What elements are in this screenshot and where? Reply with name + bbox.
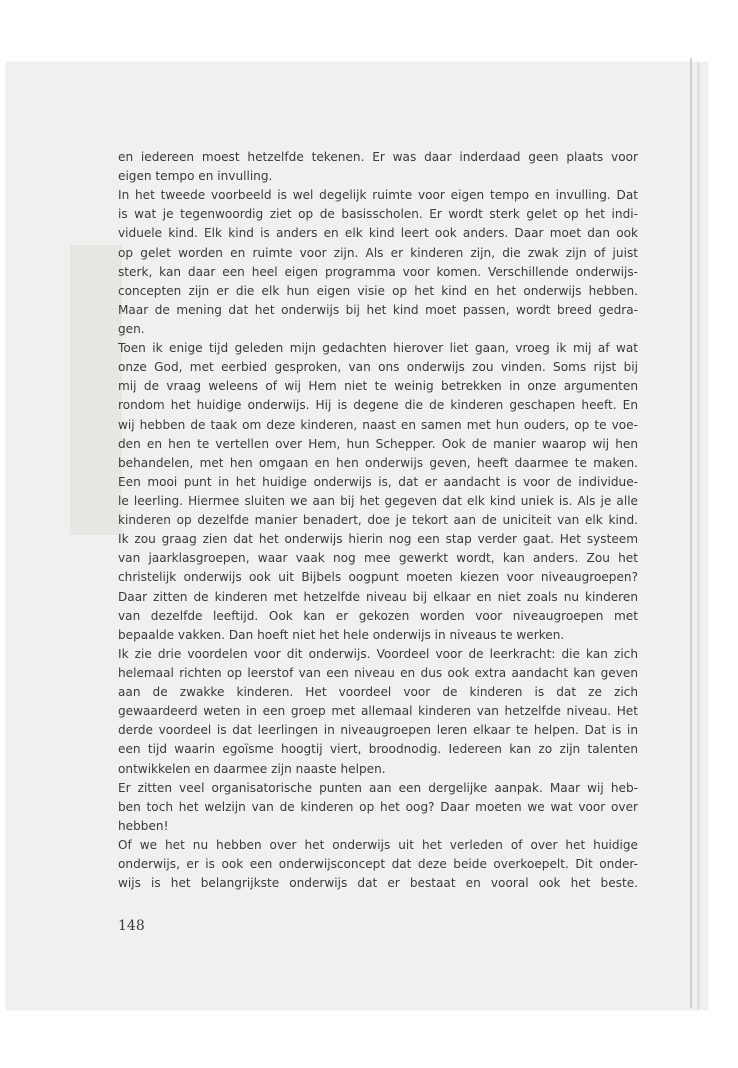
- text-line: rondom het huidige onderwijs. Hij is degene die de kinderen geschapen heeft. En: [118, 398, 638, 413]
- text-line: eigen tempo en invulling.: [118, 169, 273, 184]
- text-line: hebben!: [118, 818, 169, 833]
- text-line: en iedereen moest hetzelfde tekenen. Er was daar inderdaad geen plaats voor: [118, 150, 638, 164]
- text-line: van dezelfde leeftijd. Ook kan er gekozen worden voor niveaugroepen met: [118, 608, 638, 623]
- text-line: aan de zwakke kinderen. Het voordeel voor de kinderen is dat ze zich: [118, 685, 638, 700]
- text-line: is wat je tegenwoordig ziet op de basisscholen. Er wordt sterk gelet op het indi-: [118, 207, 638, 222]
- text-line: wijs is het belangrijkste onderwijs dat er bestaat en vooral ook het beste.: [118, 876, 638, 891]
- text-line: Maar de mening dat het onderwijs bij het kind moet passen, wordt breed gedra-: [118, 302, 638, 317]
- text-line: concepten zijn er die elk hun eigen visie op het kind en het onderwijs hebben.: [118, 283, 638, 298]
- show-through-shadow: [70, 245, 122, 535]
- text-line: bepaalde vakken. Dan hoeft niet het hele onderwijs in niveaus te werken.: [118, 627, 565, 642]
- text-line: viduele kind. Elk kind is anders en elk kind leert ook anders. Daar moet dan ook: [118, 226, 638, 241]
- page-number: 148: [118, 918, 145, 934]
- text-line: Ik zou graag zien dat het onderwijs hierin nog een stap verder gaat. Het systeem: [118, 532, 638, 547]
- text-line: behandelen, met hen omgaan en hen onderwijs geven, heeft daarmee te maken.: [118, 455, 638, 470]
- text-line: Of we het nu hebben over het onderwijs uit het verleden of over het huidige: [118, 837, 638, 852]
- text-line: ben toch het welzijn van de kinderen op het oog? Daar moeten we wat voor over: [118, 799, 638, 814]
- text-line: den en hen te vertellen over Hem, hun Schepper. Ook de manier waarop wij hen: [118, 436, 638, 451]
- page-edge-line: [690, 58, 692, 1008]
- text-line: Een mooi punt in het huidige onderwijs is, dat er aandacht is voor de individue-: [118, 474, 638, 489]
- text-line: In het tweede voorbeeld is wel degelijk ruimte voor eigen tempo en invulling. Dat: [118, 188, 638, 203]
- text-line: wij hebben de taak om deze kinderen, naast en samen met hun ouders, op te voe-: [118, 417, 638, 432]
- body-text: [118, 148, 638, 893]
- text-line: helemaal richten op leerstof van een niveau en dus ook extra aandacht kan geven: [118, 665, 638, 680]
- text-line: Er zitten veel organisatorische punten aan een dergelijke aanpak. Maar wij heb-: [118, 780, 638, 795]
- text-line: kinderen op dezelfde manier benadert, doe je tekort aan de uniciteit van elk kind.: [118, 513, 638, 528]
- text-line: gen.: [118, 321, 145, 336]
- page-edge-shadow: [697, 62, 700, 1010]
- text-line: sterk, kan daar een heel eigen programma voor komen. Verschillende onderwijs-: [118, 264, 638, 279]
- text-line: onderwijs, er is ook een onderwijsconcept dat deze beide overkoepelt. Dit onder-: [118, 857, 638, 872]
- text-line: Ik zie drie voordelen voor dit onderwijs. Voordeel voor de leerkracht: die kan zich: [118, 646, 638, 661]
- text-line: Toen ik enige tijd geleden mijn gedachten hierover liet gaan, vroeg ik mij af wat: [118, 341, 638, 356]
- text-line: ontwikkelen en daarmee zijn naaste helpen.: [118, 761, 386, 776]
- text-line: onze God, met eerbied gesproken, van ons onderwijs zou vinden. Soms rijst bij: [118, 360, 638, 375]
- text-line: mij de vraag weleens of wij Hem niet te weinig betrekken in onze argumenten: [118, 379, 638, 394]
- text-line: le leerling. Hiermee sluiten we aan bij het gegeven dat elk kind uniek is. Als je alle: [118, 493, 638, 508]
- text-line: gewaardeerd weten in een groep met allemaal kinderen van hetzelfde niveau. Het: [118, 704, 638, 719]
- text-line: een tijd waarin egoïsme hoogtij viert, broodnodig. Iedereen kan zo zijn talenten: [118, 742, 638, 757]
- text-line: Daar zitten de kinderen met hetzelfde niveau bij elkaar en niet zoals nu kinderen: [118, 589, 638, 604]
- text-line: derde voordeel is dat leerlingen in niveaugroepen leren elkaar te helpen. Dat is in: [118, 723, 638, 738]
- text-line: op gelet worden en ruimte voor zijn. Als er kinderen zijn, die zwak zijn of juist: [118, 245, 638, 260]
- text-line: christelijk onderwijs ook uit Bijbels oogpunt moeten kiezen voor niveaugroepen?: [118, 570, 638, 585]
- text-line: van jaarklasgroepen, waar vaak nog mee gewerkt wordt, kan anders. Zou het: [118, 551, 638, 566]
